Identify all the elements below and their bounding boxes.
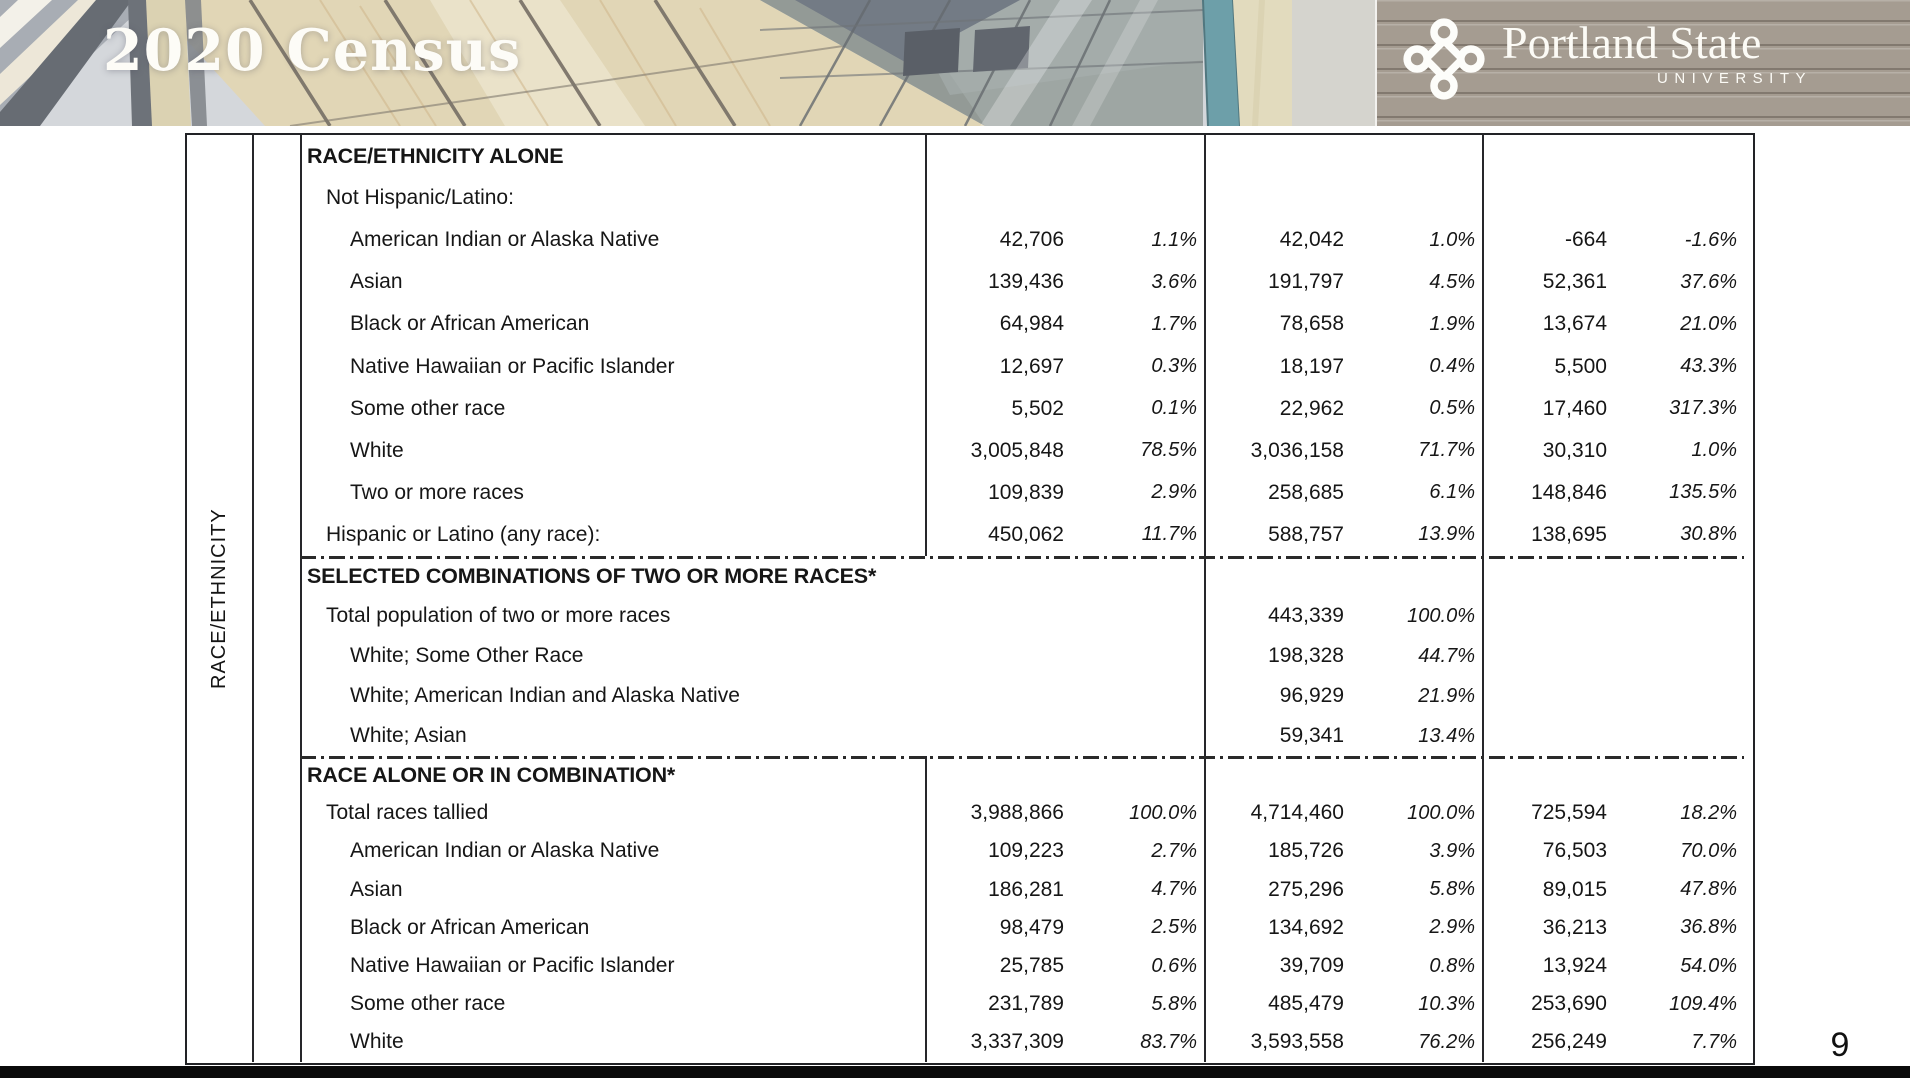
table-row — [300, 177, 1744, 219]
table-row — [300, 388, 1744, 430]
census-table — [185, 133, 1755, 1065]
row-label: Black or African American — [350, 312, 590, 336]
psu-logo-name: Portland State — [1502, 17, 1762, 68]
group2-pct: 0.4% — [1429, 355, 1475, 378]
psu-knot-icon — [1402, 13, 1486, 105]
group2-count: 258,685 — [1268, 480, 1344, 504]
group2-count: 443,339 — [1268, 604, 1344, 627]
group3-count: 253,690 — [1531, 992, 1607, 1016]
group2-pct: 71.7% — [1418, 439, 1475, 462]
banner — [0, 0, 1910, 126]
table-section — [300, 756, 1744, 1062]
group2-count: 39,709 — [1279, 954, 1344, 978]
section-header-label: SELECTED COMBINATIONS OF TWO OR MORE RACES* — [307, 563, 877, 588]
group3-pct: -1.6% — [1684, 228, 1737, 251]
row-label: Asian — [350, 270, 403, 294]
group3-pct: 30.8% — [1680, 523, 1737, 546]
table-row — [300, 871, 1744, 909]
row-label: Asian — [350, 877, 403, 901]
table-row — [300, 947, 1744, 985]
group2-count: 22,962 — [1279, 396, 1344, 420]
group3-pct: 47.8% — [1680, 878, 1737, 901]
group1-pct: 1.1% — [1151, 228, 1197, 251]
page-title: 2020 Census — [103, 17, 522, 84]
group1-count: 3,005,848 — [970, 438, 1064, 462]
group2-pct: 5.8% — [1429, 878, 1475, 901]
group3-pct: 7.7% — [1691, 1030, 1737, 1053]
group2-pct: 0.5% — [1429, 397, 1475, 420]
group3-pct: 317.3% — [1669, 397, 1737, 420]
group2-pct: 44.7% — [1418, 644, 1475, 667]
row-label: White; Asian — [350, 724, 467, 747]
group2-pct: 100.0% — [1407, 801, 1475, 824]
group1-pct: 1.7% — [1151, 312, 1197, 335]
group2-count: 96,929 — [1279, 684, 1344, 707]
group1-count: 3,337,309 — [970, 1030, 1064, 1054]
page-number: 9 — [1830, 1026, 1850, 1064]
group1-pct: 100.0% — [1129, 801, 1197, 824]
bottom-bar — [0, 1066, 1910, 1078]
group2-pct: 13.4% — [1418, 724, 1475, 747]
group2-count: 485,479 — [1268, 992, 1344, 1016]
group1-count: 42,706 — [999, 228, 1064, 252]
section-header-row — [300, 756, 1744, 794]
row-label: Not Hispanic/Latino: — [326, 186, 514, 210]
group3-pct: 54.0% — [1680, 954, 1737, 977]
section-header-label: RACE ALONE OR IN COMBINATION* — [307, 762, 676, 787]
group1-count: 109,839 — [988, 480, 1064, 504]
group2-count: 191,797 — [1268, 270, 1344, 294]
group3-pct: 21.0% — [1680, 312, 1737, 335]
table-row — [300, 832, 1744, 870]
group1-pct: 4.7% — [1151, 878, 1197, 901]
group2-count: 42,042 — [1279, 228, 1344, 252]
group1-count: 12,697 — [999, 354, 1064, 378]
group3-pct: 37.6% — [1680, 270, 1737, 293]
group2-count: 198,328 — [1268, 644, 1344, 667]
group2-pct: 13.9% — [1418, 523, 1475, 546]
group2-pct: 76.2% — [1418, 1030, 1475, 1053]
section-header-label: RACE/ETHNICITY ALONE — [307, 143, 564, 168]
group1-pct: 0.6% — [1151, 954, 1197, 977]
row-label: Some other race — [350, 396, 506, 420]
row-label: Native Hawaiian or Pacific Islander — [350, 354, 675, 378]
group3-pct: 109.4% — [1669, 992, 1737, 1015]
group3-count: 30,310 — [1542, 438, 1607, 462]
group3-pct: 18.2% — [1680, 801, 1737, 824]
group1-pct: 83.7% — [1140, 1030, 1197, 1053]
section-header-row — [300, 135, 1744, 177]
group3-count: 36,213 — [1542, 915, 1607, 939]
group1-pct: 0.3% — [1151, 355, 1197, 378]
group1-pct: 2.9% — [1151, 481, 1197, 504]
table-row — [300, 430, 1744, 472]
table-section — [300, 135, 1744, 556]
group2-pct: 1.9% — [1429, 312, 1475, 335]
group3-count: 5,500 — [1554, 354, 1607, 378]
group1-count: 3,988,866 — [970, 801, 1064, 825]
table-rows — [300, 135, 1744, 1062]
table-row — [300, 716, 1744, 756]
group1-count: 109,223 — [988, 839, 1064, 863]
psu-logo-words — [1502, 18, 1814, 87]
table-row — [300, 261, 1744, 303]
table-row — [300, 636, 1744, 676]
table-row — [300, 1023, 1744, 1061]
row-label: Two or more races — [350, 480, 524, 504]
row-label: Total races tallied — [326, 801, 489, 825]
row-label: Hispanic or Latino (any race): — [326, 522, 601, 546]
row-label: Native Hawaiian or Pacific Islander — [350, 954, 675, 978]
group2-pct: 6.1% — [1429, 481, 1475, 504]
group3-pct: 1.0% — [1691, 439, 1737, 462]
group3-pct: 135.5% — [1669, 481, 1737, 504]
row-label: White — [350, 1030, 404, 1054]
row-label: American Indian or Alaska Native — [350, 228, 660, 252]
table-row — [300, 303, 1744, 345]
group1-pct: 2.7% — [1151, 839, 1197, 862]
table-row — [300, 676, 1744, 716]
group1-count: 450,062 — [988, 522, 1064, 546]
group2-count: 3,036,158 — [1250, 438, 1344, 462]
section-header-row — [300, 556, 1744, 596]
group2-count: 134,692 — [1268, 915, 1344, 939]
group3-count: 256,249 — [1531, 1030, 1607, 1054]
group2-count: 185,726 — [1268, 839, 1344, 863]
row-label: White; Some Other Race — [350, 644, 584, 667]
group1-count: 98,479 — [999, 915, 1064, 939]
group3-count: 13,924 — [1542, 954, 1607, 978]
group2-pct: 3.9% — [1429, 839, 1475, 862]
group3-count: 138,695 — [1531, 522, 1607, 546]
group1-pct: 2.5% — [1151, 916, 1197, 939]
row-label: Black or African American — [350, 915, 590, 939]
group2-count: 18,197 — [1279, 354, 1344, 378]
table-row — [300, 596, 1744, 636]
row-label: White — [350, 438, 404, 462]
row-label: Some other race — [350, 992, 506, 1016]
table-row — [300, 345, 1744, 387]
group1-pct: 3.6% — [1151, 270, 1197, 293]
table-row — [300, 985, 1744, 1023]
grid-line-vertical — [252, 135, 254, 1062]
group3-count: 17,460 — [1542, 396, 1607, 420]
group2-count: 4,714,460 — [1250, 801, 1344, 825]
group2-count: 78,658 — [1279, 312, 1344, 336]
psu-logo-subtitle: UNIVERSITY — [1656, 69, 1812, 87]
group2-pct: 1.0% — [1429, 228, 1475, 251]
group1-count: 186,281 — [988, 877, 1064, 901]
group1-count: 5,502 — [1011, 396, 1064, 420]
row-label: Total population of two or more races — [326, 604, 671, 627]
psu-logo — [1402, 10, 1882, 116]
group3-pct: 70.0% — [1680, 839, 1737, 862]
group2-count: 588,757 — [1268, 522, 1344, 546]
group3-count: 13,674 — [1542, 312, 1607, 336]
group1-pct: 11.7% — [1141, 523, 1197, 546]
group3-count: 725,594 — [1531, 801, 1607, 825]
group1-count: 231,789 — [988, 992, 1064, 1016]
table-row — [300, 794, 1744, 832]
group2-count: 3,593,558 — [1250, 1030, 1344, 1054]
group2-pct: 10.3% — [1418, 992, 1475, 1015]
group2-pct: 4.5% — [1429, 270, 1475, 293]
table-row — [300, 514, 1744, 556]
group2-pct: 0.8% — [1429, 954, 1475, 977]
group2-pct: 2.9% — [1429, 916, 1475, 939]
group1-count: 25,785 — [999, 954, 1064, 978]
group1-count: 64,984 — [999, 312, 1064, 336]
group3-pct: 36.8% — [1680, 916, 1737, 939]
table-row — [300, 909, 1744, 947]
group1-pct: 0.1% — [1151, 397, 1197, 420]
row-label: White; American Indian and Alaska Native — [350, 684, 740, 707]
group3-count: 148,846 — [1531, 480, 1607, 504]
row-label: American Indian or Alaska Native — [350, 839, 660, 863]
group1-pct: 78.5% — [1140, 439, 1197, 462]
table-row — [300, 472, 1744, 514]
group3-count: 89,015 — [1542, 877, 1607, 901]
group3-count: 52,361 — [1542, 270, 1607, 294]
table-side-label: RACE/ETHNICITY — [208, 508, 230, 690]
group2-pct: 21.9% — [1418, 684, 1475, 707]
group3-pct: 43.3% — [1680, 355, 1737, 378]
table-row — [300, 219, 1744, 261]
group2-pct: 100.0% — [1407, 604, 1475, 627]
group2-count: 275,296 — [1268, 877, 1344, 901]
table-section — [300, 556, 1744, 756]
group3-count: 76,503 — [1542, 839, 1607, 863]
group1-pct: 5.8% — [1151, 992, 1197, 1015]
group2-count: 59,341 — [1279, 724, 1344, 747]
group3-count: -664 — [1564, 228, 1607, 252]
group1-count: 139,436 — [988, 270, 1064, 294]
